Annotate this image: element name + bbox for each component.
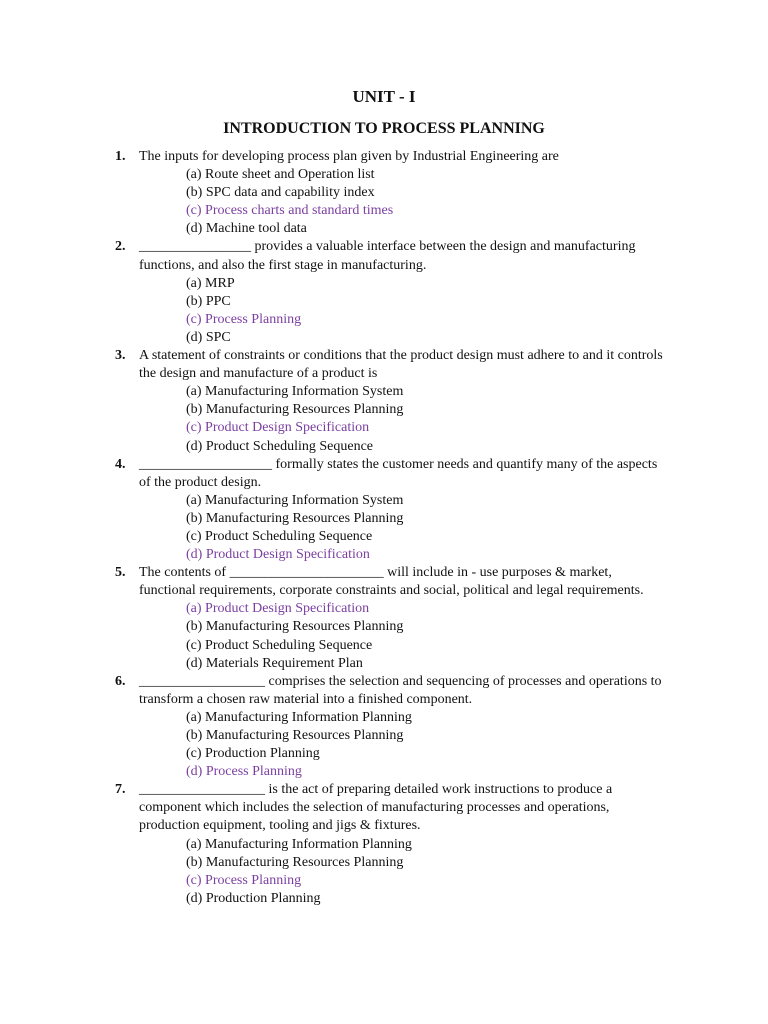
- question-item: [0, 673, 768, 782]
- option-a: (a) Manufacturing Information System: [186, 384, 404, 400]
- question-number: 4.: [115, 456, 126, 472]
- option-a: (a) Manufacturing Information Planning: [186, 836, 412, 852]
- option-a: (a) Manufacturing Information Planning: [186, 709, 412, 725]
- question-text: ________________ provides a valuable interface between the design and manufacturing functions, and also the first stage in manufacturing.: [139, 239, 636, 273]
- question-text: The contents of ______________________ will include in - use purposes & market, functional requirements, corporate constraints and social, political and legal requirements.: [139, 565, 644, 599]
- question-number: 5.: [115, 565, 126, 581]
- option-d: (d) Machine tool data: [186, 221, 307, 237]
- question-text: The inputs for developing process plan given by Industrial Engineering are: [139, 149, 559, 164]
- page-title: INTRODUCTION TO PROCESS PLANNING: [223, 120, 545, 137]
- option-b: (b) Manufacturing Resources Planning: [186, 728, 404, 743]
- option-b: (b) Manufacturing Resources Planning: [186, 510, 404, 526]
- option-a: (a) Product Design Specification: [186, 601, 370, 617]
- option-b: (b) SPC data and capability index: [186, 185, 375, 201]
- question-text: __________________ is the act of preparing detailed work instructions to produce a component which includes the selection of manufacturing processes and operations, production equipment, tooling and jigs & fixtures.: [139, 782, 613, 834]
- option-b: (b) Manufacturing Resources Planning: [186, 402, 404, 418]
- question-list: [0, 148, 768, 908]
- option-d: (d) Process Planning: [186, 764, 302, 780]
- question-number: 1.: [115, 149, 126, 164]
- question-number: 2.: [115, 239, 126, 255]
- question-item: [0, 456, 768, 565]
- option-b: (b) PPC: [186, 293, 231, 309]
- question-number: 3.: [115, 348, 126, 364]
- option-a: (a) MRP: [186, 275, 235, 291]
- option-c: (c) Product Scheduling Sequence: [186, 528, 373, 544]
- question-item: [0, 148, 768, 238]
- question-item: [0, 781, 768, 908]
- option-c: (c) Process Planning: [186, 311, 302, 327]
- question-text: __________________ comprises the selection and sequencing of processes and operations to transform a chosen raw material into a finished component.: [139, 673, 662, 707]
- option-c: (c) Production Planning: [186, 746, 320, 762]
- question-item: [0, 238, 768, 347]
- option-d: (d) SPC: [186, 329, 231, 345]
- option-c: (c) Product Design Specification: [186, 420, 370, 436]
- question-item: [0, 564, 768, 673]
- question-text: ___________________ formally states the customer needs and quantify many of the aspects of the product design.: [139, 456, 658, 490]
- option-d: (d) Materials Requirement Plan: [186, 655, 363, 671]
- unit-heading: UNIT - I: [352, 87, 416, 106]
- option-d: (d) Production Planning: [186, 890, 321, 906]
- option-c: (c) Process Planning: [186, 872, 302, 888]
- option-d: (d) Product Scheduling Sequence: [186, 438, 374, 454]
- option-b: (b) Manufacturing Resources Planning: [186, 619, 404, 635]
- option-d: (d) Product Design Specification: [186, 547, 370, 563]
- option-a: (a) Manufacturing Information System: [186, 492, 404, 508]
- option-a: (a) Route sheet and Operation list: [186, 167, 375, 183]
- option-b: (b) Manufacturing Resources Planning: [186, 854, 404, 870]
- question-item: [0, 347, 768, 456]
- option-c: (c) Process charts and standard times: [186, 203, 394, 219]
- question-number: 6.: [115, 673, 126, 689]
- question-number: 7.: [115, 782, 126, 798]
- question-text: A statement of constraints or conditions that the product design must adhere to and it controls the design and manufacture of a product is: [139, 348, 663, 382]
- option-c: (c) Product Scheduling Sequence: [186, 637, 373, 653]
